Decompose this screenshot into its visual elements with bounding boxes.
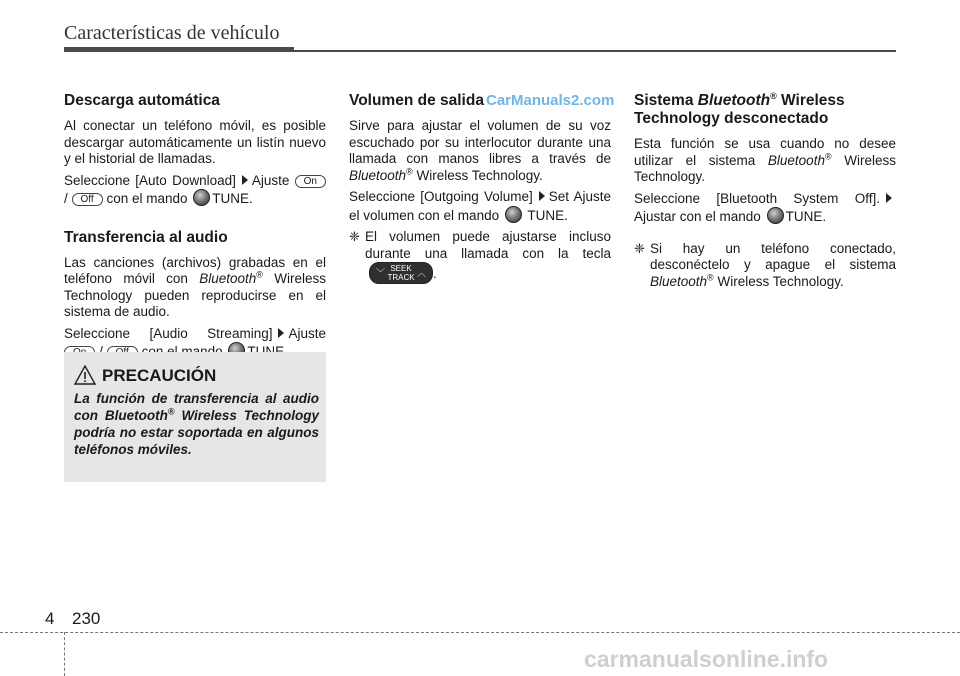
chevron-up-icon: ︿: [416, 268, 426, 278]
auto-download-instruction: [64, 173, 326, 208]
arrow-right-icon: [539, 191, 545, 201]
note-mark: ❈: [349, 229, 360, 244]
instruction-text: Set Ajuste el volumen con el mando: [349, 189, 611, 223]
description-text: Sirve para ajustar el volumen de su voz escuchado por su interlocutor durante una llamada con manos libres a través de: [349, 118, 611, 166]
output-volume-description: [349, 118, 611, 184]
instruction-text: Ajuste: [251, 172, 290, 188]
instruction-text: con el mando: [106, 191, 188, 206]
description-text: Esta función se usa cuando no desee utilizar el sistema: [634, 136, 896, 168]
instruction-text: Seleccione [Outgoing Volume]: [349, 189, 533, 204]
slash: /: [64, 191, 68, 206]
instruction-text: TUNE.: [785, 209, 827, 224]
column-1: [64, 92, 326, 366]
registered-mark: ®: [167, 406, 175, 417]
instruction-text: TUNE.: [527, 207, 568, 223]
section-title-bluetooth-off: [634, 92, 896, 128]
note-mark: ❈: [634, 240, 645, 256]
seek-track-button-icon: [369, 262, 433, 284]
arrow-right-icon: [242, 175, 248, 185]
instruction-text: Ajuste: [288, 325, 326, 341]
note-text: Si hay un teléfono conectado, desconéctelo y apague el sistema: [650, 240, 896, 272]
footer-divider: [64, 632, 65, 676]
page-number: 230: [72, 609, 101, 628]
chevron-down-icon: ﹀: [376, 268, 386, 278]
title-text: Sistema: [634, 92, 694, 109]
watermark-top: CarManuals2.com: [486, 92, 615, 109]
caution-text-part: La función de transferencia al audio con: [74, 391, 319, 423]
page-header-title: Características de vehículo: [64, 22, 280, 44]
watermark-bottom: carmanualsonline.info: [584, 646, 829, 672]
description-text: Wireless Technology.: [634, 152, 896, 184]
caution-title: PRECAUCIÓN: [102, 366, 217, 385]
header-rule-thin: [64, 50, 896, 52]
registered-mark: ®: [406, 166, 413, 176]
instruction-text: Seleccione [Bluetooth System Off].: [634, 190, 880, 206]
description-text: Wireless Technology.: [416, 167, 543, 183]
caution-header: [74, 365, 216, 385]
bluetooth-term: Bluetooth: [697, 92, 771, 109]
bluetooth-off-note: [634, 241, 896, 291]
note-text: El volumen puede ajustarse incluso durante una llamada con la tecla: [365, 229, 611, 261]
description-text: Las canciones (archivos) grabadas en el teléfono móvil con: [64, 254, 326, 286]
audio-transfer-description: [64, 255, 326, 321]
bluetooth-term: Bluetooth: [104, 408, 168, 423]
column-3: [634, 92, 896, 290]
off-pill: Off: [72, 193, 103, 206]
registered-mark: ®: [770, 90, 777, 101]
seek-label: SEEK: [390, 264, 412, 273]
registered-mark: ®: [707, 272, 714, 282]
instruction-text: Ajustar con el mando: [634, 209, 761, 224]
tune-knob-icon: [505, 206, 522, 223]
on-pill: On: [295, 175, 326, 188]
note-text: .: [433, 266, 437, 281]
title-text: Wireless Technology desconectado: [634, 92, 845, 127]
section-title-audio-transfer: Transferencia al audio: [64, 228, 228, 246]
section-title-output-volume: Volumen de salida: [349, 92, 484, 109]
track-label: TRACK: [387, 273, 415, 282]
bluetooth-off-instruction: [634, 191, 896, 226]
tune-knob-icon: [193, 189, 210, 206]
warning-triangle-icon: [74, 365, 96, 385]
note-text: Wireless Technology.: [717, 273, 844, 289]
chapter-number: 4: [45, 609, 55, 628]
auto-download-description: Al conectar un teléfono móvil, es posible descargar automáticamente un listín nuevo y el historial de llamadas.: [64, 118, 326, 166]
bluetooth-term: Bluetooth: [199, 271, 257, 286]
footer-rule: [0, 632, 960, 633]
description-text: Wireless Technology pueden reproducirse en el sistema de audio.: [64, 271, 326, 319]
section-title-auto-download: Descarga automática: [64, 92, 220, 109]
bluetooth-term: Bluetooth: [650, 273, 708, 289]
registered-mark: ®: [824, 151, 832, 161]
bluetooth-off-note-text: [650, 241, 896, 291]
bluetooth-term: Bluetooth: [349, 167, 407, 183]
registered-mark: ®: [256, 269, 263, 280]
tune-knob-icon: [767, 207, 784, 224]
caution-text: [74, 390, 319, 458]
caution-text-part: Wireless Technology podría no estar soportada en algunos teléfonos móviles.: [74, 408, 319, 457]
volume-note-text: [365, 229, 611, 284]
output-volume-instruction: [349, 189, 611, 224]
instruction-text: Seleccione [Audio Streaming]: [64, 325, 273, 341]
volume-note: [349, 229, 611, 284]
bluetooth-off-description: [634, 136, 896, 186]
caution-box: [64, 352, 326, 482]
instruction-text: TUNE.: [212, 191, 253, 206]
instruction-text: Seleccione [Auto Download]: [64, 172, 236, 188]
bluetooth-term: Bluetooth: [767, 152, 825, 168]
column-2: [349, 92, 611, 284]
arrow-right-icon: [278, 328, 284, 338]
arrow-right-icon: [886, 193, 892, 203]
